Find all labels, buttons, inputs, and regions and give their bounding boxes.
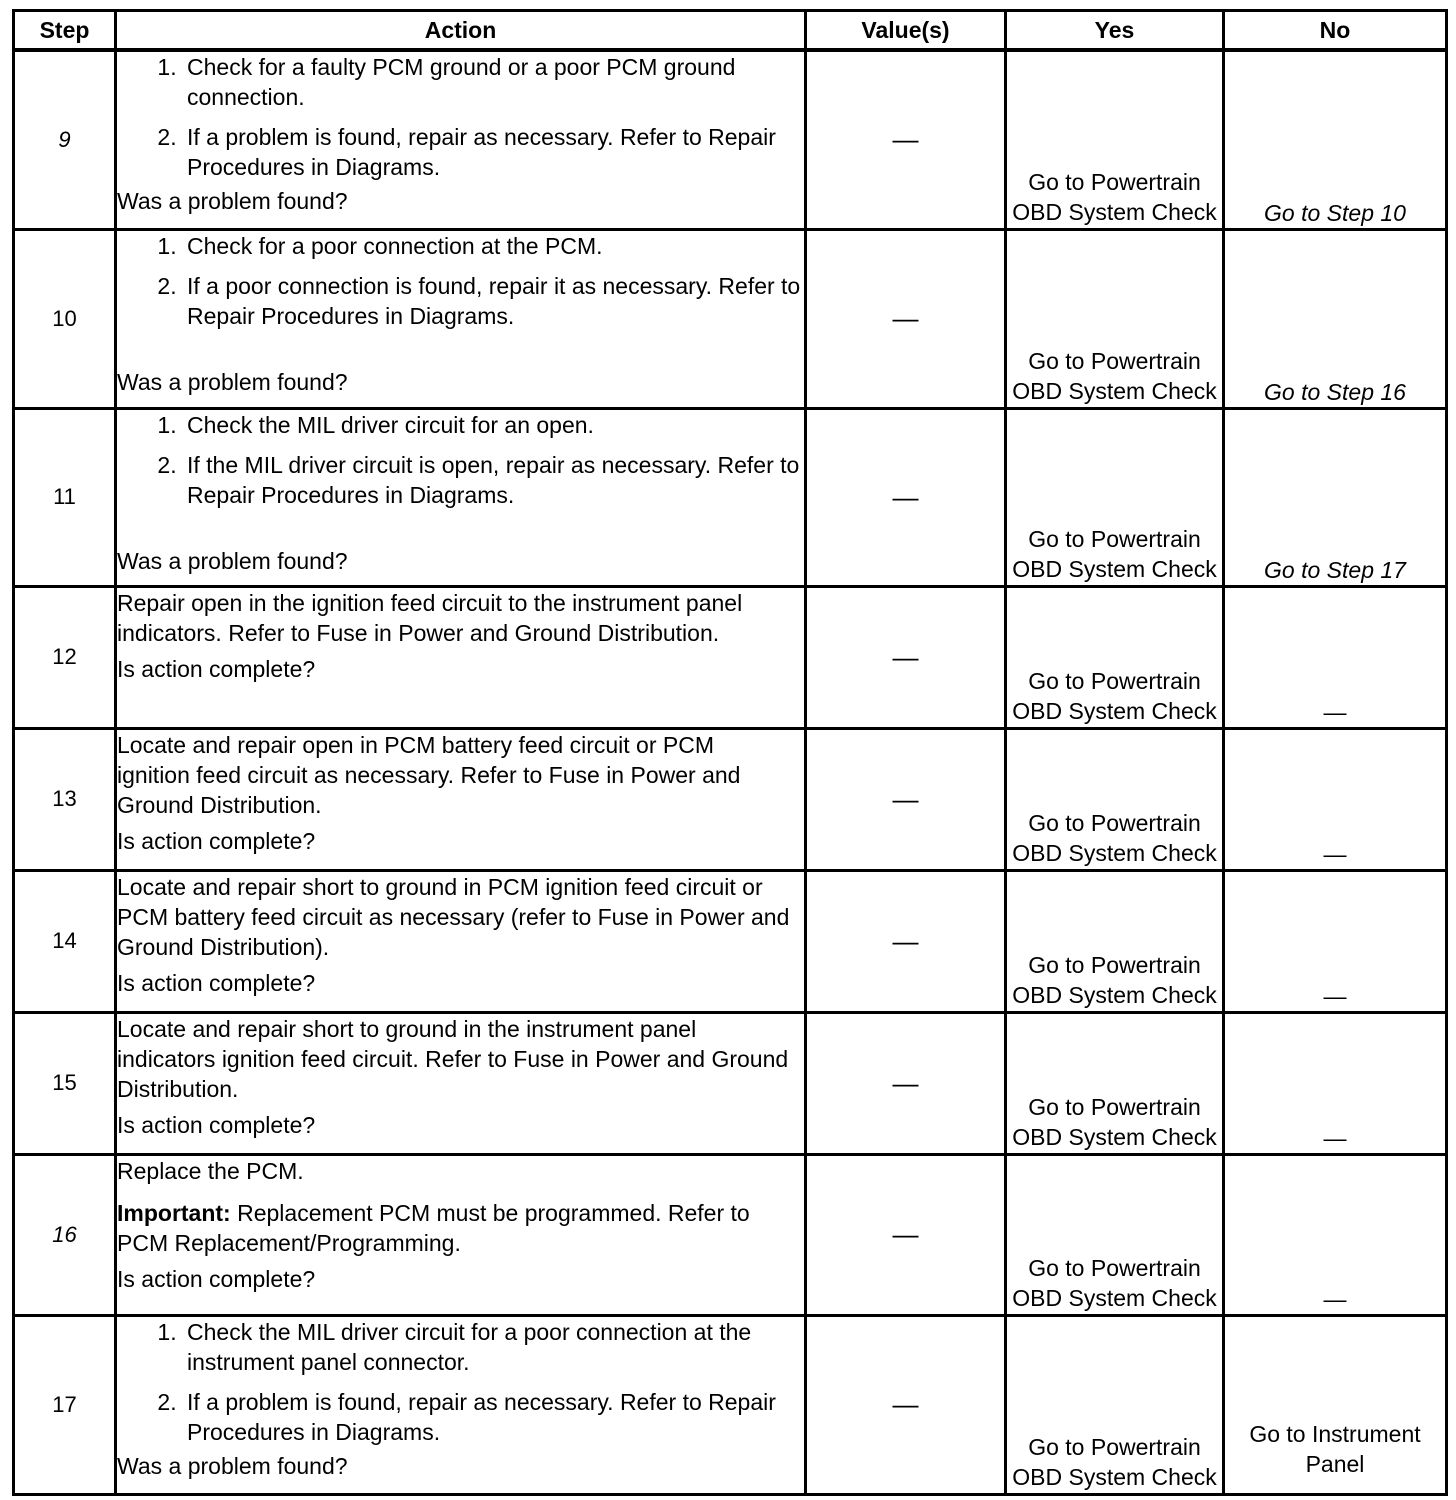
step-number: 17 bbox=[14, 1315, 116, 1494]
action-cell bbox=[116, 1315, 806, 1494]
value-cell: — bbox=[806, 229, 1006, 408]
header-values: Value(s) bbox=[806, 11, 1006, 51]
table-row bbox=[14, 229, 1447, 408]
no-cell: — bbox=[1224, 1154, 1447, 1315]
table-row bbox=[14, 1012, 1447, 1154]
action-steps bbox=[117, 1317, 804, 1447]
header-row bbox=[14, 11, 1447, 51]
table-row bbox=[14, 728, 1447, 870]
action-cell bbox=[116, 408, 806, 586]
yes-link[interactable]: Go to Powertrain OBD System Check bbox=[1006, 1012, 1224, 1154]
step-number: 15 bbox=[14, 1012, 116, 1154]
action-cell bbox=[116, 728, 806, 870]
table-row bbox=[14, 1315, 1447, 1494]
yes-link[interactable]: Go to Powertrain OBD System Check bbox=[1006, 1315, 1224, 1494]
action-question: Was a problem found? bbox=[117, 547, 348, 574]
action-cell bbox=[116, 1012, 806, 1154]
value-cell: — bbox=[806, 50, 1006, 229]
step-number: 16 bbox=[14, 1154, 116, 1315]
no-link[interactable]: Go to Step 10 bbox=[1224, 50, 1447, 229]
action-question: Was a problem found? bbox=[117, 188, 348, 214]
table-row bbox=[14, 50, 1447, 229]
important-text: Replacement PCM must be programmed. Refer to PCM Replacement/Programming. bbox=[117, 1199, 750, 1256]
header-action: Action bbox=[116, 11, 806, 51]
yes-link[interactable]: Go to Powertrain OBD System Check bbox=[1006, 586, 1224, 728]
step-number: 9 bbox=[14, 50, 116, 229]
yes-link[interactable]: Go to Powertrain OBD System Check bbox=[1006, 408, 1224, 586]
action-text: Locate and repair open in PCM battery feed circuit or PCM ignition feed circuit as necessary. Refer to Fuse in Power and Ground Distribution. bbox=[117, 731, 741, 818]
diagnostic-table bbox=[12, 9, 1448, 1496]
yes-link[interactable]: Go to Powertrain OBD System Check bbox=[1006, 870, 1224, 1012]
value-cell: — bbox=[806, 870, 1006, 1012]
action-cell bbox=[116, 1154, 806, 1315]
no-cell: — bbox=[1224, 1012, 1447, 1154]
header-no: No bbox=[1224, 11, 1447, 51]
table-row bbox=[14, 408, 1447, 586]
action-text: Replace the PCM. bbox=[117, 1157, 304, 1184]
value-cell: — bbox=[806, 408, 1006, 586]
action-question: Is action complete? bbox=[117, 969, 316, 996]
value-cell: — bbox=[806, 586, 1006, 728]
action-step: 1. Check for a poor connection at the PCM. bbox=[183, 231, 804, 261]
action-cell bbox=[116, 50, 806, 229]
action-question: Is action complete? bbox=[117, 1265, 316, 1292]
value-cell: — bbox=[806, 1315, 1006, 1494]
step-number: 14 bbox=[14, 870, 116, 1012]
important-label: Important: bbox=[117, 1199, 231, 1226]
action-cell bbox=[116, 229, 806, 408]
value-cell: — bbox=[806, 1154, 1006, 1315]
action-question: Is action complete? bbox=[117, 1111, 316, 1138]
action-question: Is action complete? bbox=[117, 827, 316, 854]
action-step: 2. If a problem is found, repair as necessary. Refer to Repair Procedures in Diagrams. bbox=[183, 122, 804, 182]
yes-link[interactable]: Go to Powertrain OBD System Check bbox=[1006, 50, 1224, 229]
action-cell bbox=[116, 870, 806, 1012]
important-note bbox=[117, 1198, 804, 1258]
action-steps bbox=[117, 52, 804, 182]
value-cell: — bbox=[806, 1012, 1006, 1154]
action-question: Was a problem found? bbox=[117, 1452, 348, 1479]
header-yes: Yes bbox=[1006, 11, 1224, 51]
action-step: 2. If a poor connection is found, repair it as necessary. Refer to Repair Procedures in Diagrams. bbox=[183, 271, 804, 331]
action-text: Locate and repair short to ground in the instrument panel indicators ignition feed circuit. Refer to Fuse in Power and Ground Distribution. bbox=[117, 1015, 789, 1102]
no-link[interactable]: Go to Step 16 bbox=[1224, 229, 1447, 408]
no-link[interactable]: Go to Step 17 bbox=[1224, 408, 1447, 586]
header-step: Step bbox=[14, 11, 116, 51]
action-step: 1. Check for a faulty PCM ground or a poor PCM ground connection. bbox=[183, 52, 804, 112]
step-number: 12 bbox=[14, 586, 116, 728]
action-cell bbox=[116, 586, 806, 728]
yes-link[interactable]: Go to Powertrain OBD System Check bbox=[1006, 1154, 1224, 1315]
table-row bbox=[14, 586, 1447, 728]
action-step: 1. Check the MIL driver circuit for an open. bbox=[183, 410, 804, 440]
step-number: 13 bbox=[14, 728, 116, 870]
action-question: Is action complete? bbox=[117, 655, 316, 682]
no-cell: — bbox=[1224, 870, 1447, 1012]
no-cell: — bbox=[1224, 586, 1447, 728]
table-row bbox=[14, 870, 1447, 1012]
action-steps bbox=[117, 410, 804, 510]
action-step: 2. If the MIL driver circuit is open, repair as necessary. Refer to Repair Procedures in Diagrams. bbox=[183, 450, 804, 510]
yes-link[interactable]: Go to Powertrain OBD System Check bbox=[1006, 728, 1224, 870]
action-step: 2. If a problem is found, repair as necessary. Refer to Repair Procedures in Diagrams. bbox=[183, 1387, 804, 1447]
action-steps bbox=[117, 231, 804, 331]
step-number: 10 bbox=[14, 229, 116, 408]
table-row bbox=[14, 1154, 1447, 1315]
yes-link[interactable]: Go to Powertrain OBD System Check bbox=[1006, 229, 1224, 408]
action-question: Was a problem found? bbox=[117, 368, 348, 395]
no-cell: — bbox=[1224, 728, 1447, 870]
step-number: 11 bbox=[14, 408, 116, 586]
diagnostic-table-page bbox=[12, 9, 1445, 1491]
action-step: 1. Check the MIL driver circuit for a poor connection at the instrument panel connector. bbox=[183, 1317, 804, 1377]
no-link[interactable]: Go to Instrument Panel bbox=[1224, 1315, 1447, 1494]
action-text: Locate and repair short to ground in PCM ignition feed circuit or PCM battery feed circuit as necessary (refer to Fuse in Power and Ground Distribution). bbox=[117, 873, 790, 960]
value-cell: — bbox=[806, 728, 1006, 870]
action-text: Repair open in the ignition feed circuit to the instrument panel indicators. Refer to Fuse in Power and Ground Distribution. bbox=[117, 589, 743, 646]
